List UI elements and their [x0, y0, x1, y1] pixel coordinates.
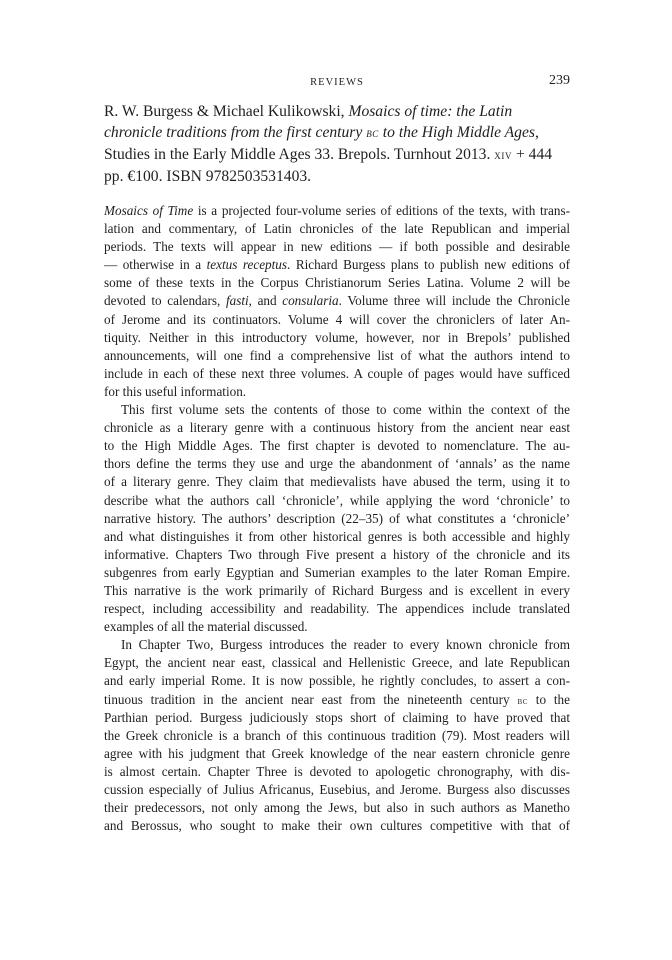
- body-line: [104, 654, 570, 672]
- body-line: [104, 528, 570, 546]
- text-segment: examples of all the material discussed.: [104, 619, 308, 635]
- body-line: [104, 311, 570, 329]
- body-line: [104, 238, 570, 256]
- body-line: [104, 274, 570, 292]
- citation-roman-pages: xiv: [494, 148, 513, 162]
- text-segment: for this useful information.: [104, 383, 247, 399]
- text-segment: thors define the terms they use and urge the abandonment of ‘annals’ as the name: [104, 456, 570, 472]
- body-line: [104, 365, 570, 383]
- review-body: [104, 202, 570, 835]
- body-line: [104, 636, 570, 654]
- text-segment: some of these texts in the Corpus Christianorum Series Latina. Volume 2 will be: [104, 275, 570, 291]
- text-segment: agree with his judgment that Greek knowledge of the near eastern chronicle genre: [104, 745, 570, 761]
- text-segment: tinuous tradition in the ancient near east from the nineteenth century: [104, 691, 518, 707]
- body-line: [104, 672, 570, 690]
- text-segment: , and: [248, 293, 283, 309]
- text-segment: devoted to calendars,: [104, 293, 226, 309]
- text-segment: — otherwise in a: [104, 257, 207, 273]
- body-line: [104, 691, 570, 709]
- italic-text: fasti: [225, 293, 249, 309]
- text-segment: describe what the authors call ‘chronicle’, while applying the word ‘chronicle’ to: [104, 492, 570, 508]
- text-segment: chronicle as a literary genre with a continuous history from the ancient near east: [104, 420, 570, 436]
- text-segment: announcements, will one find a comprehensive list of what the authors intend to: [104, 347, 570, 363]
- review-citation: [104, 101, 570, 187]
- text-segment: . Richard Burgess plans to publish new editions of: [287, 257, 570, 273]
- body-line: [104, 781, 570, 799]
- citation-pages-price-isbn: + 444 pp. €100. ISBN 9782503531403.: [104, 146, 553, 185]
- body-line: [104, 817, 570, 835]
- text-segment: cussion especially of Julius Africanus, Eusebius, and Jerome. Burgess also discusses: [104, 782, 570, 797]
- body-line: [104, 582, 570, 600]
- text-segment: is almost certain. Chapter Three is devoted to apologetic chronography, with dis-: [104, 763, 570, 779]
- body-line: [104, 256, 570, 274]
- body-line: [104, 510, 570, 528]
- italic-text: Mosaics of Time: [104, 203, 194, 218]
- text-segment: . Volume three will include the Chronicle: [338, 293, 570, 309]
- body-line: [104, 383, 570, 401]
- body-line: [104, 455, 570, 473]
- text-segment: of a literary genre. They claim that medievalists have abused the term, using it to: [104, 474, 570, 490]
- body-line: [104, 419, 570, 437]
- body-line: [104, 564, 570, 582]
- text-segment: subgenres from early Egyptian and Sumerian examples to the later Roman Empire.: [104, 564, 570, 580]
- body-line: [104, 437, 570, 455]
- citation-title-part-2: to the High Middle Ages: [378, 124, 535, 141]
- body-line: [104, 202, 570, 220]
- italic-text: textus receptus: [206, 257, 288, 273]
- body-line: [104, 799, 570, 817]
- text-segment: Egypt, the ancient near east, classical and Hellenistic Greece, and late Republican: [104, 655, 570, 671]
- body-line: [104, 546, 570, 564]
- text-segment: and early imperial Rome. It is now possible, he rightly concludes, to assert a con-: [104, 673, 570, 689]
- body-line: [104, 745, 570, 763]
- text-segment: narrative history. The authors’ description (22–35) of what constitutes a ‘chronicle’: [104, 510, 570, 526]
- citation-title-part-1: Mosaics of time: the Latin chronicle traditions from the first century: [104, 103, 513, 141]
- text-segment: is a projected four-volume series of editions of the texts, with trans-: [193, 203, 570, 218]
- italic-text: consularia: [282, 293, 339, 309]
- body-line: [104, 347, 570, 365]
- running-head: [104, 73, 570, 93]
- text-segment: and what distinguishes it from other historical genres is both accessible and highly: [104, 528, 570, 544]
- body-line: [104, 727, 570, 745]
- text-segment: include in each of these next three volumes. A couple of pages would have sufficed: [104, 365, 570, 381]
- small-caps-text: bc: [517, 695, 528, 707]
- text-segment: periods. The texts will appear in new editions — if both possible and desirable: [104, 239, 570, 255]
- text-segment: informative. Chapters Two through Five present a history of the chronicle and its: [104, 546, 570, 562]
- body-line: [104, 763, 570, 781]
- body-line: [104, 401, 570, 419]
- body-line: [104, 709, 570, 727]
- body-line: [104, 473, 570, 491]
- text-segment: and Berossus, who sought to make their own cultures competitive with that of: [104, 818, 570, 834]
- text-segment: This narrative is the work primarily of Richard Burgess and is excellent in every: [104, 582, 570, 598]
- text-segment: to the High Middle Ages. The first chapter is devoted to nomenclature. The au-: [104, 438, 570, 454]
- page-number: 239: [549, 73, 570, 88]
- body-line: [104, 618, 570, 636]
- citation-title-era: bc: [366, 126, 379, 140]
- citation-series-publisher: , Studies in the Early Middle Ages 33. Brepols. Turnhout 2013.: [104, 124, 539, 163]
- text-segment: the Greek chronicle is a branch of this continuous tradition (79). Most readers will: [104, 727, 570, 743]
- text-segment: This first volume sets the contents of those to come within the context of the: [121, 402, 570, 418]
- body-line: [104, 220, 570, 238]
- text-segment: Parthian period. Burgess judiciously stops short of claiming to have proved that: [104, 709, 570, 725]
- text-segment: to the: [527, 691, 570, 707]
- text-segment: their predecessors, not only among the Jews, but also in such authors as Manetho: [104, 800, 570, 816]
- citation-authors: R. W. Burgess & Michael Kulikowski,: [104, 103, 349, 120]
- text-segment: lation and commentary, of Latin chronicles of the late Republican and imperial: [104, 221, 570, 237]
- body-line: [104, 492, 570, 510]
- text-segment: of Jerome and its continuators. Volume 4 will cover the chroniclers of later An-: [104, 311, 570, 327]
- text-segment: tiquity. Neither in this introductory volume, however, nor in Brepols’ published: [104, 329, 570, 345]
- running-head-section: REVIEWS: [310, 77, 364, 88]
- body-line: [104, 329, 570, 347]
- body-line: [104, 600, 570, 618]
- text-segment: respect, including accessibility and readability. The appendices include translated: [104, 601, 570, 617]
- text-segment: In Chapter Two, Burgess introduces the reader to every known chronicle from: [121, 637, 570, 653]
- body-line: [104, 292, 570, 310]
